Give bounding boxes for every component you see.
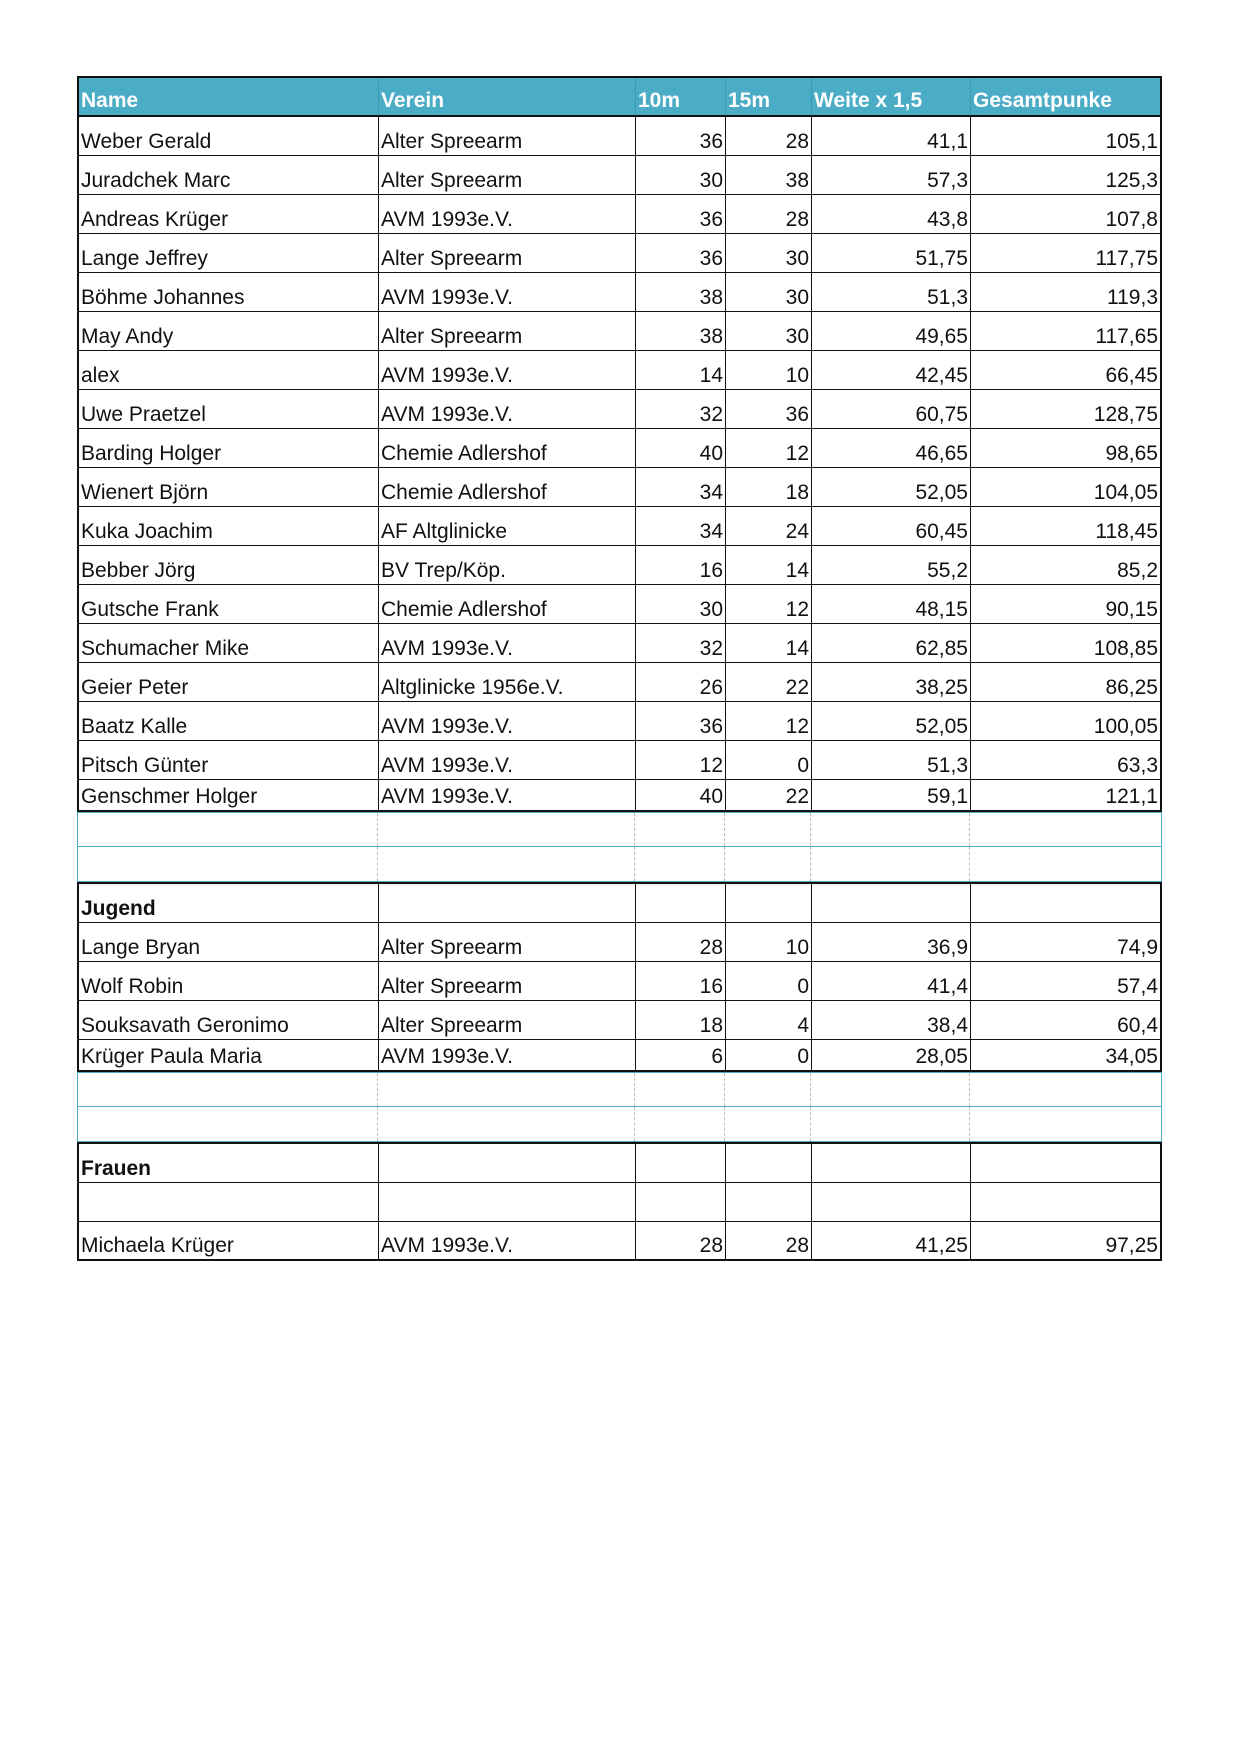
weite-cell: 41,1 — [812, 117, 971, 155]
10m-cell: 14 — [636, 351, 726, 389]
10m-cell: 36 — [636, 702, 726, 740]
empty-row — [77, 812, 1162, 847]
15m-cell: 10 — [726, 351, 812, 389]
name-cell: Wolf Robin — [79, 962, 379, 1000]
name-cell: Böhme Johannes — [79, 273, 379, 311]
verein-cell — [379, 1183, 636, 1221]
table-row — [77, 195, 1162, 234]
verein-cell: Alter Spreearm — [379, 156, 636, 194]
15m-cell — [726, 1144, 812, 1182]
15m-cell: 14 — [726, 546, 812, 584]
table-row — [77, 468, 1162, 507]
15m-cell: 14 — [726, 624, 812, 662]
weite-cell: 43,8 — [812, 195, 971, 233]
table-row — [77, 923, 1162, 962]
10m-cell: 18 — [636, 1001, 726, 1039]
gesamtpunkte-cell — [970, 813, 1159, 846]
table-row — [77, 351, 1162, 390]
table-row — [77, 273, 1162, 312]
10m-cell: 32 — [636, 390, 726, 428]
gesamtpunkte-cell — [971, 884, 1160, 922]
weite-cell — [811, 1073, 970, 1106]
gesamtpunkte-cell — [970, 1073, 1159, 1106]
verein-cell: AVM 1993e.V. — [379, 195, 636, 233]
10m-cell — [635, 847, 725, 881]
weite-cell: 55,2 — [812, 546, 971, 584]
jugend-section-title — [77, 882, 1162, 923]
column-header-10m: 10m — [636, 78, 726, 115]
name-cell: Krüger Paula Maria — [79, 1040, 379, 1070]
15m-cell: 30 — [726, 234, 812, 272]
10m-cell: 34 — [636, 507, 726, 545]
name-cell: Andreas Krüger — [79, 195, 379, 233]
10m-cell: 38 — [636, 273, 726, 311]
name-cell — [78, 813, 378, 846]
weite-cell: 49,65 — [812, 312, 971, 350]
name-cell: Geier Peter — [79, 663, 379, 701]
15m-cell: 12 — [726, 585, 812, 623]
column-header-name: Name — [79, 78, 379, 115]
gesamtpunkte-cell: 60,4 — [1117, 1014, 1158, 1037]
gesamtpunkte-cell: 128,75 — [1093, 403, 1158, 426]
verein-cell: Alter Spreearm — [379, 923, 636, 961]
10m-cell: 36 — [636, 195, 726, 233]
verein-cell: AVM 1993e.V. — [379, 780, 636, 810]
table-row — [77, 429, 1162, 468]
table-header — [77, 76, 1162, 117]
10m-cell: 16 — [636, 546, 726, 584]
10m-cell: 28 — [636, 1222, 726, 1259]
10m-cell: 40 — [636, 780, 726, 810]
table-row — [77, 312, 1162, 351]
gesamtpunkte-cell: 100,05 — [1093, 715, 1158, 738]
results-sheet — [77, 76, 1162, 1261]
name-cell: Genschmer Holger — [79, 780, 379, 810]
10m-cell: 28 — [636, 923, 726, 961]
verein-cell: AVM 1993e.V. — [379, 702, 636, 740]
name-cell: Souksavath Geronimo — [79, 1001, 379, 1039]
verein-cell: Chemie Adlershof — [379, 468, 636, 506]
name-cell: Pitsch Günter — [79, 741, 379, 779]
name-cell: Jugend — [79, 884, 379, 922]
weite-cell: 51,3 — [812, 273, 971, 311]
15m-cell — [725, 847, 811, 881]
table-row — [77, 1001, 1162, 1040]
15m-cell: 30 — [726, 273, 812, 311]
15m-cell: 12 — [726, 702, 812, 740]
verein-cell: AVM 1993e.V. — [379, 1040, 636, 1070]
name-cell — [78, 847, 378, 881]
name-cell: Bebber Jörg — [79, 546, 379, 584]
empty-row — [77, 1107, 1162, 1142]
gesamtpunkte-cell — [970, 1107, 1159, 1141]
15m-cell: 36 — [726, 390, 812, 428]
15m-cell: 10 — [726, 923, 812, 961]
15m-cell: 24 — [726, 507, 812, 545]
15m-cell: 12 — [726, 429, 812, 467]
10m-cell — [635, 1073, 725, 1106]
verein-cell: AVM 1993e.V. — [379, 741, 636, 779]
15m-cell — [725, 1107, 811, 1141]
gesamtpunkte-cell: 118,45 — [1095, 520, 1158, 543]
name-cell: Wienert Björn — [79, 468, 379, 506]
table-row — [77, 962, 1162, 1001]
weite-cell: 41,25 — [812, 1222, 971, 1259]
weite-cell — [812, 1144, 971, 1182]
weite-cell: 52,05 — [812, 468, 971, 506]
weite-cell — [812, 1183, 971, 1221]
verein-cell — [378, 1107, 635, 1141]
name-cell: Gutsche Frank — [79, 585, 379, 623]
15m-cell: 22 — [726, 663, 812, 701]
15m-cell — [725, 1073, 811, 1106]
gesamtpunkte-cell — [970, 847, 1159, 881]
verein-cell: AF Altglinicke — [379, 507, 636, 545]
gesamtpunkte-cell: 117,65 — [1095, 325, 1158, 348]
weite-cell — [811, 1107, 970, 1141]
weite-cell: 60,75 — [812, 390, 971, 428]
gesamtpunkte-cell: 86,25 — [1105, 676, 1158, 699]
verein-cell: Chemie Adlershof — [379, 585, 636, 623]
weite-cell: 46,65 — [812, 429, 971, 467]
table-row — [77, 546, 1162, 585]
weite-cell — [811, 847, 970, 881]
table-row — [77, 663, 1162, 702]
name-cell: Lange Jeffrey — [79, 234, 379, 272]
weite-cell: 41,4 — [812, 962, 971, 1000]
15m-cell: 28 — [726, 195, 812, 233]
10m-cell: 30 — [636, 156, 726, 194]
verein-cell — [378, 847, 635, 881]
name-cell: Michaela Krüger — [79, 1222, 379, 1259]
name-cell: Barding Holger — [79, 429, 379, 467]
verein-cell: AVM 1993e.V. — [379, 273, 636, 311]
name-cell: Baatz Kalle — [79, 702, 379, 740]
name-cell — [79, 1183, 379, 1221]
verein-cell: Alter Spreearm — [379, 234, 636, 272]
gesamtpunkte-cell: 85,2 — [1117, 559, 1158, 582]
name-cell: Juradchek Marc — [79, 156, 379, 194]
gesamtpunkte-cell: 57,4 — [1117, 975, 1158, 998]
10m-cell — [636, 1144, 726, 1182]
15m-cell: 0 — [726, 962, 812, 1000]
gesamtpunkte-cell — [971, 1144, 1160, 1182]
verein-cell — [378, 813, 635, 846]
gesamtpunkte-cell: 66,45 — [1105, 364, 1158, 387]
column-header-15m: 15m — [726, 78, 812, 115]
15m-cell: 4 — [726, 1001, 812, 1039]
name-cell: Frauen — [79, 1144, 379, 1182]
verein-cell: Alter Spreearm — [379, 117, 636, 155]
name-cell: Schumacher Mike — [79, 624, 379, 662]
10m-cell: 30 — [636, 585, 726, 623]
table-row — [77, 780, 1162, 812]
weite-cell — [812, 884, 971, 922]
name-cell: May Andy — [79, 312, 379, 350]
table-row — [77, 624, 1162, 663]
15m-cell: 28 — [726, 1222, 812, 1259]
15m-cell: 0 — [726, 741, 812, 779]
name-cell: Lange Bryan — [79, 923, 379, 961]
gesamtpunkte-cell: 98,65 — [1105, 442, 1158, 465]
weite-cell: 28,05 — [812, 1040, 971, 1070]
table-row — [77, 585, 1162, 624]
weite-cell: 42,45 — [812, 351, 971, 389]
10m-cell — [635, 813, 725, 846]
weite-cell: 51,3 — [812, 741, 971, 779]
gesamtpunkte-cell: 97,25 — [1105, 1234, 1158, 1257]
verein-cell: Alter Spreearm — [379, 1001, 636, 1039]
verein-cell — [379, 884, 636, 922]
gesamtpunkte-cell: 108,85 — [1093, 637, 1158, 660]
table-row — [77, 741, 1162, 780]
10m-cell: 38 — [636, 312, 726, 350]
10m-cell: 36 — [636, 117, 726, 155]
10m-cell — [636, 884, 726, 922]
gesamtpunkte-cell: 107,8 — [1105, 208, 1158, 231]
column-header-verein: Verein — [379, 78, 636, 115]
10m-cell: 16 — [636, 962, 726, 1000]
name-cell: Uwe Praetzel — [79, 390, 379, 428]
weite-cell — [811, 813, 970, 846]
15m-cell: 38 — [726, 156, 812, 194]
15m-cell — [726, 1183, 812, 1221]
verein-cell — [378, 1073, 635, 1106]
table-row — [77, 117, 1162, 156]
10m-cell: 40 — [636, 429, 726, 467]
table-row — [77, 702, 1162, 741]
15m-cell — [726, 884, 812, 922]
table-row — [77, 507, 1162, 546]
weite-cell: 57,3 — [812, 156, 971, 194]
gesamtpunkte-cell: 90,15 — [1105, 598, 1158, 621]
empty-row — [77, 847, 1162, 882]
verein-cell: AVM 1993e.V. — [379, 624, 636, 662]
15m-cell — [725, 813, 811, 846]
15m-cell: 0 — [726, 1040, 812, 1070]
10m-cell: 6 — [636, 1040, 726, 1070]
10m-cell: 32 — [636, 624, 726, 662]
table-row — [77, 156, 1162, 195]
15m-cell: 18 — [726, 468, 812, 506]
name-cell: alex — [79, 351, 379, 389]
weite-cell: 60,45 — [812, 507, 971, 545]
gesamtpunkte-cell: 105,1 — [1105, 130, 1158, 153]
weite-cell: 59,1 — [812, 780, 971, 810]
table-row — [77, 234, 1162, 273]
table-row — [77, 1040, 1162, 1072]
10m-cell: 26 — [636, 663, 726, 701]
weite-cell: 36,9 — [812, 923, 971, 961]
10m-cell: 34 — [636, 468, 726, 506]
weite-cell: 38,25 — [812, 663, 971, 701]
weite-cell: 38,4 — [812, 1001, 971, 1039]
name-cell: Kuka Joachim — [79, 507, 379, 545]
verein-cell: Alter Spreearm — [379, 312, 636, 350]
gesamtpunkte-cell: 119,3 — [1107, 286, 1158, 309]
table-row — [77, 1222, 1162, 1261]
gesamtpunkte-cell: 117,75 — [1095, 247, 1158, 270]
10m-cell — [636, 1183, 726, 1221]
10m-cell: 36 — [636, 234, 726, 272]
column-header-weite: Weite x 1,5 — [812, 78, 971, 115]
empty-row — [77, 1072, 1162, 1107]
gesamtpunkte-cell: 125,3 — [1105, 169, 1158, 192]
verein-cell: Altglinicke 1956e.V. — [379, 663, 636, 701]
gesamtpunkte-cell: 104,05 — [1093, 481, 1158, 504]
gesamtpunkte-cell: 74,9 — [1117, 936, 1158, 959]
10m-cell: 12 — [636, 741, 726, 779]
15m-cell: 30 — [726, 312, 812, 350]
frauen-section-title — [77, 1142, 1162, 1183]
15m-cell: 28 — [726, 117, 812, 155]
weite-cell: 62,85 — [812, 624, 971, 662]
verein-cell: AVM 1993e.V. — [379, 390, 636, 428]
verein-cell: Alter Spreearm — [379, 962, 636, 1000]
gesamtpunkte-cell — [971, 1183, 1160, 1221]
verein-cell: Chemie Adlershof — [379, 429, 636, 467]
table-row — [77, 390, 1162, 429]
verein-cell: BV Trep/Köp. — [379, 546, 636, 584]
weite-cell: 52,05 — [812, 702, 971, 740]
gesamtpunkte-cell: 121,1 — [1105, 785, 1158, 808]
weite-cell: 51,75 — [812, 234, 971, 272]
name-cell — [78, 1107, 378, 1141]
name-cell: Weber Gerald — [79, 117, 379, 155]
verein-cell — [379, 1144, 636, 1182]
gesamtpunkte-cell: 34,05 — [1105, 1045, 1158, 1068]
gesamtpunkte-cell: 63,3 — [1117, 754, 1158, 777]
empty-row — [77, 1183, 1162, 1222]
column-header-gesamtpunkte: Gesamtpunke — [973, 89, 1112, 112]
10m-cell — [635, 1107, 725, 1141]
verein-cell: AVM 1993e.V. — [379, 1222, 636, 1259]
name-cell — [78, 1073, 378, 1106]
weite-cell: 48,15 — [812, 585, 971, 623]
verein-cell: AVM 1993e.V. — [379, 351, 636, 389]
15m-cell: 22 — [726, 780, 812, 810]
